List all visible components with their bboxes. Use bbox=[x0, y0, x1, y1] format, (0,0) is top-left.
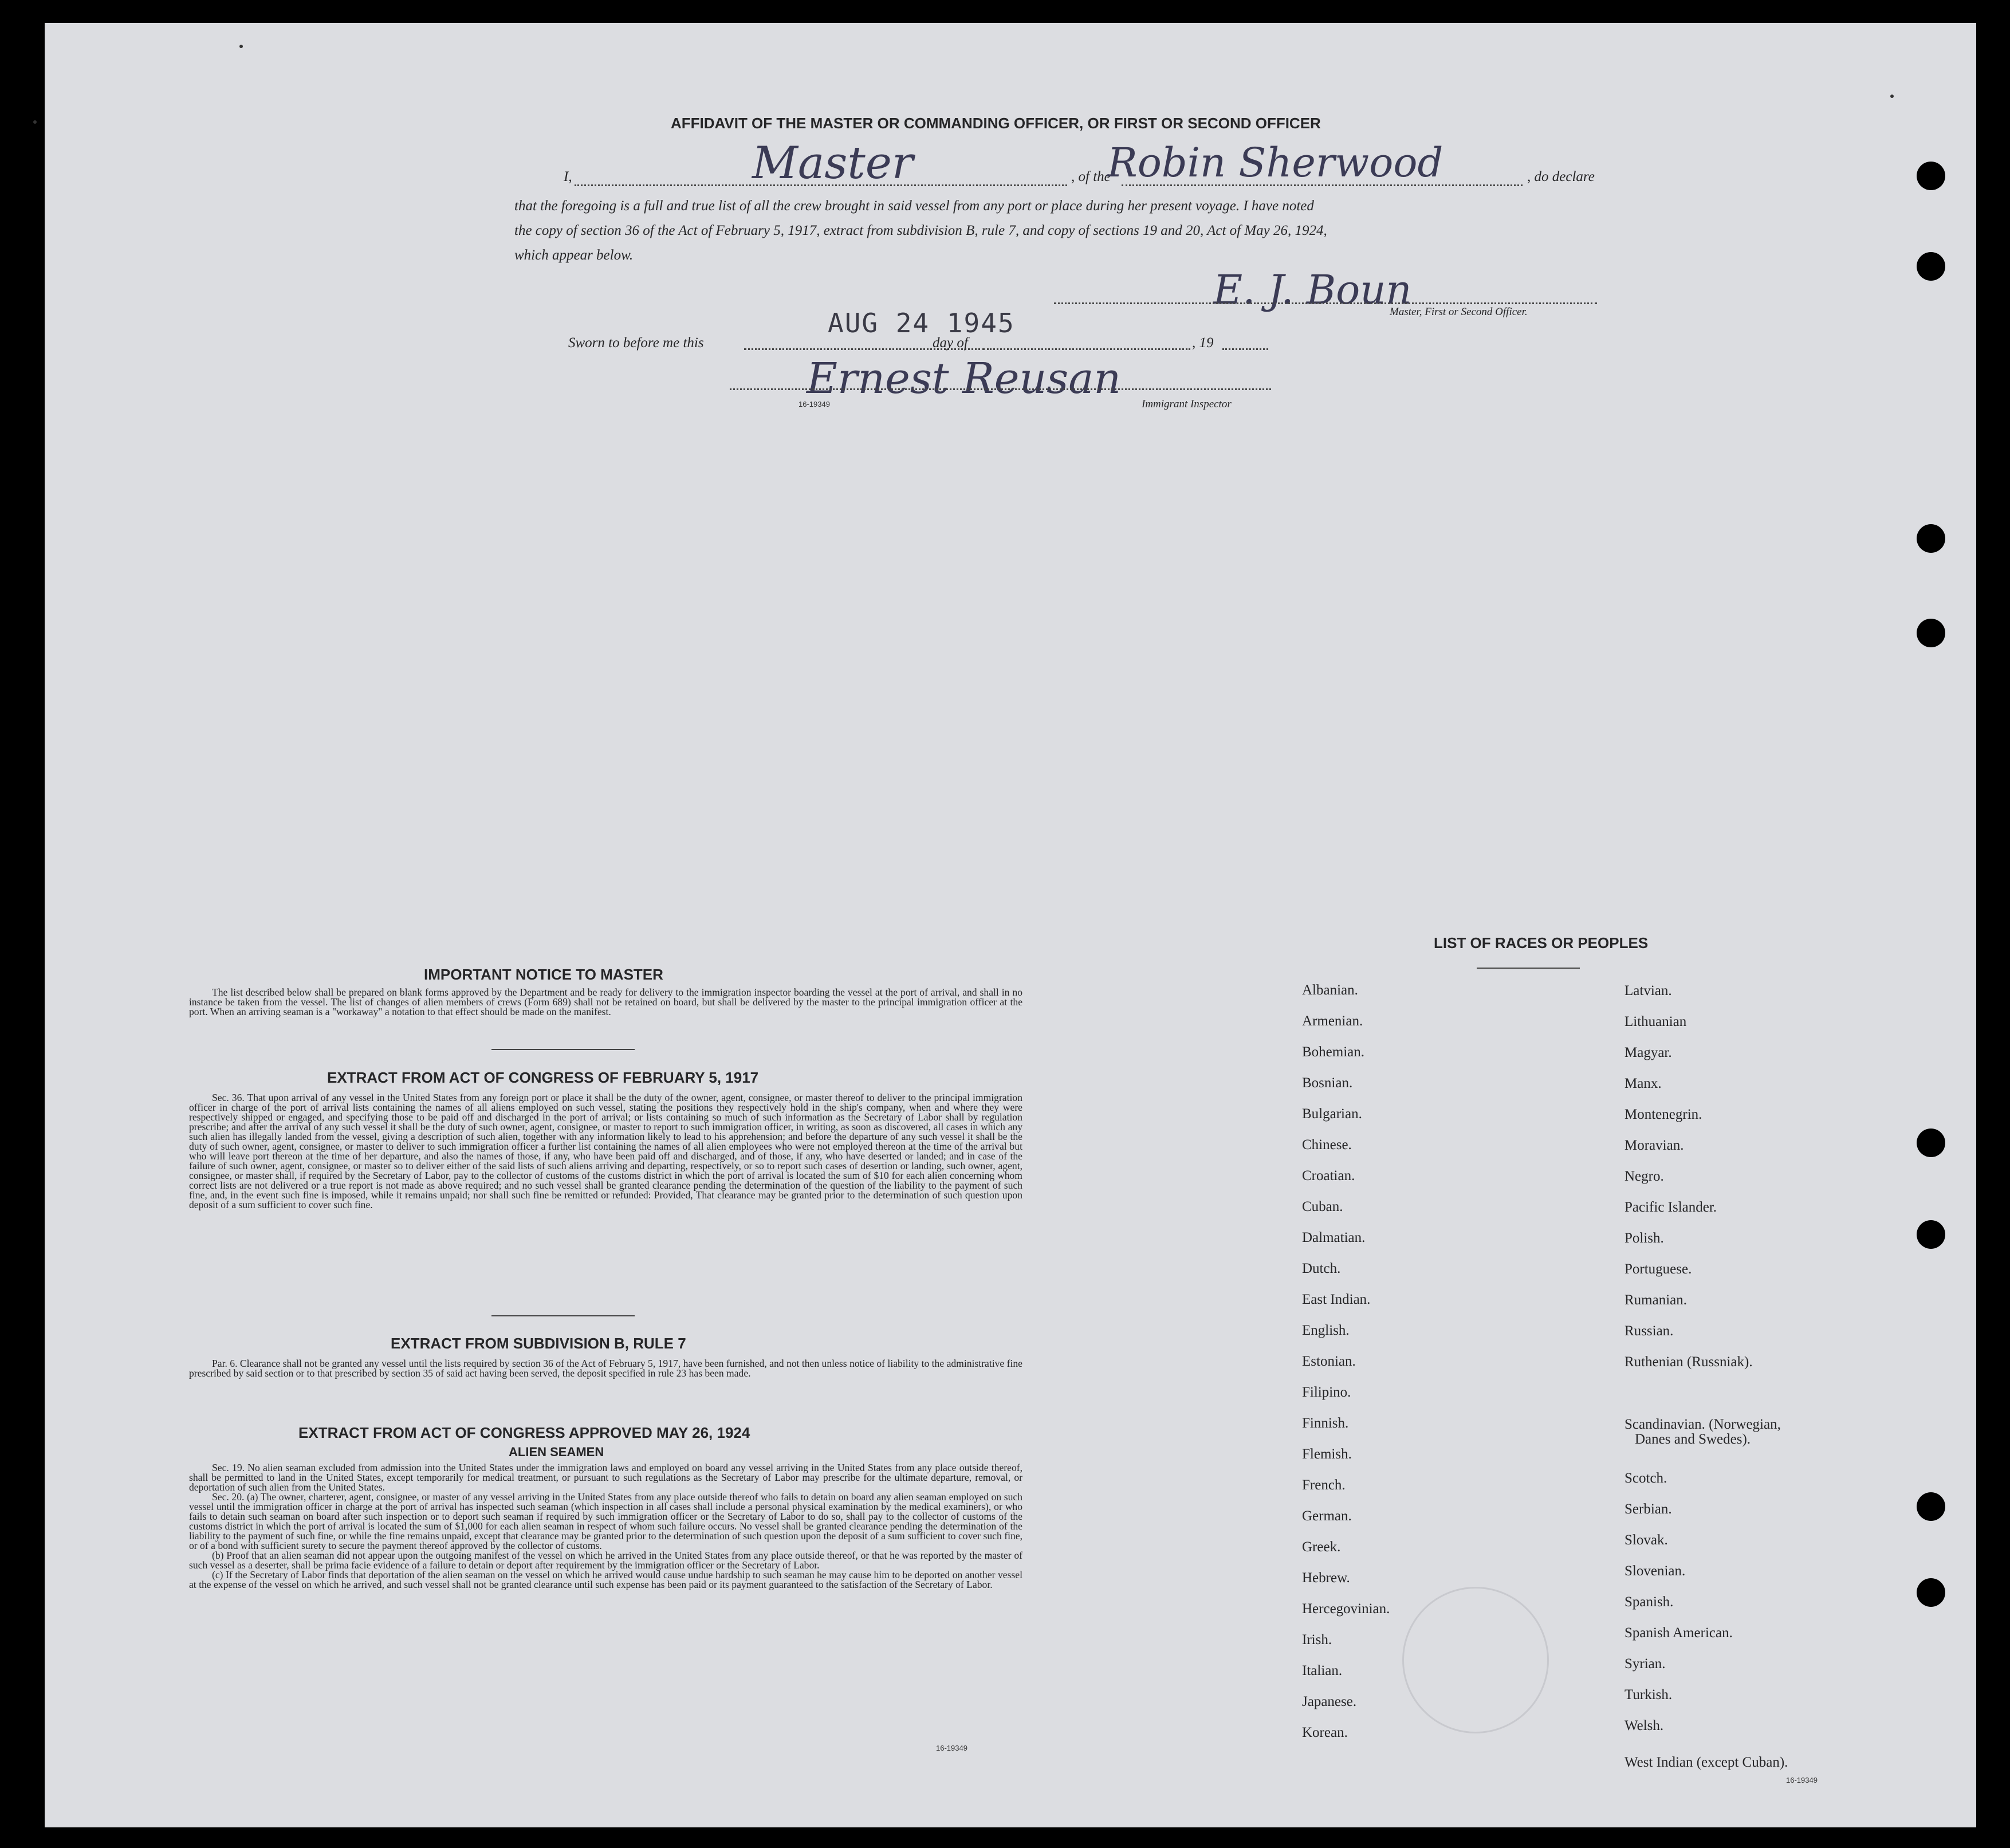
race-right: Turkish. bbox=[1624, 1687, 1673, 1702]
sworn-label: Sworn to before me this bbox=[568, 335, 704, 351]
inspector-caption: Immigrant Inspector bbox=[1142, 398, 1232, 410]
officer-caption: Master, First or Second Officer. bbox=[1390, 306, 1528, 318]
race-left: Hebrew. bbox=[1302, 1570, 1350, 1586]
inspector-signature: Ernest Reusan bbox=[807, 354, 1122, 403]
inspector-line bbox=[730, 388, 1271, 390]
alien-seamen-subtitle: ALIEN SEAMEN bbox=[509, 1445, 604, 1459]
race-left: East Indian. bbox=[1302, 1292, 1371, 1307]
extract-1924-body: Sec. 19. No alien seaman excluded from admission into the United States under the immigration laws and employed on board any vessel arriving in the United States from any place outside thereof, shall be permitted to land in the United States, except temporarily for medical treatment, or pursuant to such regulations as the Secretary of Labor may prescribe for the ultimate departure, removal, or deportation of such alien from the United States. Sec. 20. (a) The owner, charterer, agent, consignee, or master of any vessel arriving in the United States from any place outside thereof who fails to detain on board any alien seaman employed on such vessel until the immigration officer in charge at the port of arrival has inspected such seaman (which inspection in all cases shall include a personal physical examination by the medical examiners), or who fails to detain such seaman on board after such inspection or to deport such seaman if required by such immigration officer or the Secretary of Labor to do so, shall pay to the collector of customs of the customs district in which the port of arrival is located the sum of $1,000 for each alien seaman in respect of whom such failure occurs. No vessel shall be granted clearance pending the determination of the liability to the payment of such fine, or while the fine remains unpaid, except that clearance may be granted prior to the determination of such question upon the deposit of a sum sufficient to cover such fine, or of a bond with sufficient surety to secure the payment thereof approved by the collector of customs. (b) Proof that an alien seaman did not appear upon the outgoing manifest of the vessel on which he arrived in the United States from any place outside thereof, or that he was reported by the master of such vessel as a deserter, shall be prima facie evidence of a failure to detain or deport after requirement by the immigration officer or the Secretary of Labor. (c) If the Secretary of Labor finds that deportation of the alien seaman on the vessel on which he arrived would cause undue hardship to such seaman he may cause him to be deported on another vessel at the expense of the vessel on which he arrived, and such vessel shall not be granted clearance until such expense has been paid or its payment guaranteed to the satisfaction of the Secretary of Labor. bbox=[189, 1462, 1022, 1590]
master-handwriting: Master bbox=[752, 137, 914, 189]
races-divider bbox=[1477, 968, 1580, 969]
month-line bbox=[987, 348, 1190, 350]
race-right: Negro. bbox=[1624, 1169, 1664, 1184]
race-left: French. bbox=[1302, 1477, 1346, 1493]
race-left: Estonian. bbox=[1302, 1354, 1356, 1369]
year-line bbox=[1222, 348, 1268, 350]
extract-1917-title: EXTRACT FROM ACT OF CONGRESS OF FEBRUARY 5, 1917 bbox=[327, 1069, 759, 1086]
race-left: Chinese. bbox=[1302, 1137, 1352, 1153]
document-page bbox=[45, 23, 1976, 1827]
affidavit-title: AFFIDAVIT OF THE MASTER OR COMMANDING OFFICER, OR FIRST OR SECOND OFFICER bbox=[671, 115, 1321, 132]
race-right: Serbian. bbox=[1624, 1501, 1672, 1517]
race-right: Spanish. bbox=[1624, 1594, 1674, 1610]
punch-hole bbox=[1917, 1220, 1945, 1249]
race-right: Lithuanian bbox=[1624, 1014, 1687, 1029]
race-right: Magyar. bbox=[1624, 1045, 1672, 1060]
punch-hole bbox=[1917, 524, 1945, 553]
punch-hole bbox=[1917, 1129, 1945, 1157]
race-left: German. bbox=[1302, 1508, 1352, 1524]
vessel-handwriting: Robin Sherwood bbox=[1107, 139, 1443, 186]
officer-signature-line bbox=[1054, 302, 1597, 304]
races-title: LIST OF RACES OR PEOPLES bbox=[1434, 934, 1649, 951]
race-left: Japanese. bbox=[1302, 1694, 1357, 1709]
punch-hole bbox=[1917, 1492, 1945, 1521]
race-right: Rumanian. bbox=[1624, 1292, 1688, 1308]
race-left: Croatian. bbox=[1302, 1168, 1355, 1183]
extract-1924-title: EXTRACT FROM ACT OF CONGRESS APPROVED MAY 26, 1924 bbox=[298, 1424, 750, 1441]
form-number-top: 16-19349 bbox=[799, 400, 830, 408]
subdivision-b-body: Par. 6. Clearance shall not be granted any vessel until the lists required by section 36 of the Act of February 5, 1917, have been furnished, and not then unless notice of liability to the administrative fine prescribed by said section or to that prescribed by section 35 of said act having been served, the deposit specified in rule 23 has been made. bbox=[189, 1358, 1022, 1379]
extract-1917-body: Sec. 36. That upon arrival of any vessel in the United States from any foreign port or place it shall be the duty of the owner, agent, consignee, or master thereof to deliver to the principal immigration officer in charge of the port of arrival lists containing the names of all aliens employed on such vessel, stating the positions they respectively hold in the ship's company, when and where they were respectively shipped or engaged, and specifying those to be paid off and discharged in the port of arrival; or lists containing so much of such information as the Secretary of Labor shall by regulation prescribe; and after the arrival of any such vessel it shall be the duty of such owner, agent, consignee, or master to report to such immigration officer, in writing, as soon as discovered, all cases in which any such alien has illegally landed from the vessel, giving a description of such alien, together with any information likely to lead to his apprehension; and before the departure of any such vessel it shall be the duty of such owner, agent, consignee, or master to deliver to such immigration officer a further list containing the names of all alien employees who were not employed thereon at the time of the arrival but who will leave port thereon at the time of her departure, and also the names of those, if any, who have been paid off and discharged, and of those, if any, who have deserted or landed; and in case of the failure of such owner, agent, consignee, or master so to deliver either of the said lists of such aliens arriving and departing, respectively, or so to report such cases of desertion or landing, such owner, agent, consignee, or master shall, if required by the Secretary of Labor, pay to the collector of customs of the customs district in which the port of arrival is located the sum of $10 for each alien concerning whom correct lists are not delivered or a true report is not made as above required; and no such vessel shall be granted clearance pending the determination of the question of the liability to the payment of such fine, and, in the event such fine is imposed, while it remains unpaid; nor shall such fine be remitted or refunded: Provided, That clearance may be granted prior to the determination of such question upon deposit of a sum sufficient to cover such fine. bbox=[189, 1092, 1022, 1210]
race-right: Manx. bbox=[1624, 1076, 1662, 1091]
form-number-right: 16-19349 bbox=[1786, 1776, 1818, 1784]
speck bbox=[1890, 95, 1894, 98]
race-left: Dutch. bbox=[1302, 1261, 1341, 1276]
race-left: Bulgarian. bbox=[1302, 1106, 1362, 1122]
punch-hole bbox=[1917, 252, 1945, 281]
do-declare-label: , do declare bbox=[1527, 169, 1595, 184]
race-right: Spanish American. bbox=[1624, 1625, 1733, 1641]
officer-signature: E. J. Boun bbox=[1213, 266, 1412, 313]
race-right: West Indian (except Cuban). bbox=[1624, 1755, 1788, 1770]
race-right: Slovak. bbox=[1624, 1532, 1668, 1548]
race-right: Portuguese. bbox=[1624, 1261, 1692, 1277]
race-left: Filipino. bbox=[1302, 1385, 1351, 1400]
race-left: Albanian. bbox=[1302, 982, 1358, 998]
race-right: Montenegrin. bbox=[1624, 1107, 1702, 1122]
race-right: Russian. bbox=[1624, 1323, 1674, 1339]
race-left: Hercegovinian. bbox=[1302, 1601, 1390, 1617]
race-left: Armenian. bbox=[1302, 1013, 1363, 1029]
day-of-label: day of bbox=[933, 335, 968, 351]
race-left: Italian. bbox=[1302, 1663, 1343, 1678]
speck bbox=[239, 45, 243, 48]
race-right: Moravian. bbox=[1624, 1138, 1684, 1153]
faint-seal-stamp bbox=[1402, 1587, 1549, 1733]
form-number-left: 16-19349 bbox=[936, 1744, 967, 1752]
race-right: Ruthenian (Russniak). bbox=[1624, 1354, 1753, 1370]
declaration-text: that the foregoing is a full and true list of all the crew brought in said vessel from any port or place during her present voyage. I have noted the copy of section 36 of the Act of February 5, 1917, extract from subdivision B, rule 7, and copy of sections 19 and 20, Act of May 26, 1924, which appear below. bbox=[514, 198, 1327, 263]
race-left: Flemish. bbox=[1302, 1446, 1352, 1462]
punch-hole bbox=[1917, 619, 1945, 647]
race-right: Pacific Islander. bbox=[1624, 1200, 1717, 1215]
race-left: Cuban. bbox=[1302, 1199, 1343, 1214]
notice-body: The list described below shall be prepared on blank forms approved by the Department and be ready for delivery to the immigration inspector boarding the vessel at the port of arrival, and shall in no instance be taken from the vessel. The list of changes of alien members of crews (Form 689) shall not be retained on board, but shall be delivered by the master to the principal immigration officer at the port. When an arriving seaman is a "workaway" a notation to that effect should be made on the manifest. bbox=[189, 986, 1022, 1017]
race-left: Irish. bbox=[1302, 1632, 1332, 1648]
race-left: Finnish. bbox=[1302, 1416, 1349, 1431]
race-right-scandinavian: Scandinavian. (Norwegian, Danes and Swedes). bbox=[1624, 1417, 1781, 1447]
affidavit-i: I, bbox=[564, 169, 572, 184]
race-left: Greek. bbox=[1302, 1539, 1341, 1555]
divider-2 bbox=[491, 1315, 635, 1316]
race-left: Dalmatian. bbox=[1302, 1230, 1366, 1245]
race-left: Bosnian. bbox=[1302, 1075, 1353, 1091]
race-left: English. bbox=[1302, 1323, 1350, 1338]
subdivision-b-title: EXTRACT FROM SUBDIVISION B, RULE 7 bbox=[391, 1335, 686, 1352]
notice-title: IMPORTANT NOTICE TO MASTER bbox=[424, 966, 663, 983]
of-the-label: , of the bbox=[1071, 169, 1111, 184]
year-label: , 19 bbox=[1192, 335, 1214, 351]
race-right: Polish. bbox=[1624, 1230, 1664, 1246]
race-right: Latvian. bbox=[1624, 983, 1672, 998]
race-right: Slovenian. bbox=[1624, 1563, 1686, 1579]
race-left: Korean. bbox=[1302, 1725, 1348, 1740]
speck bbox=[33, 120, 37, 124]
race-left: Bohemian. bbox=[1302, 1044, 1365, 1060]
divider-1 bbox=[491, 1049, 635, 1050]
punch-hole bbox=[1917, 162, 1945, 190]
race-right: Syrian. bbox=[1624, 1656, 1666, 1672]
date-stamp: AUG 24 1945 bbox=[828, 308, 1015, 339]
punch-hole bbox=[1917, 1578, 1945, 1607]
race-right: Welsh. bbox=[1624, 1718, 1664, 1733]
race-right: Scotch. bbox=[1624, 1470, 1667, 1486]
